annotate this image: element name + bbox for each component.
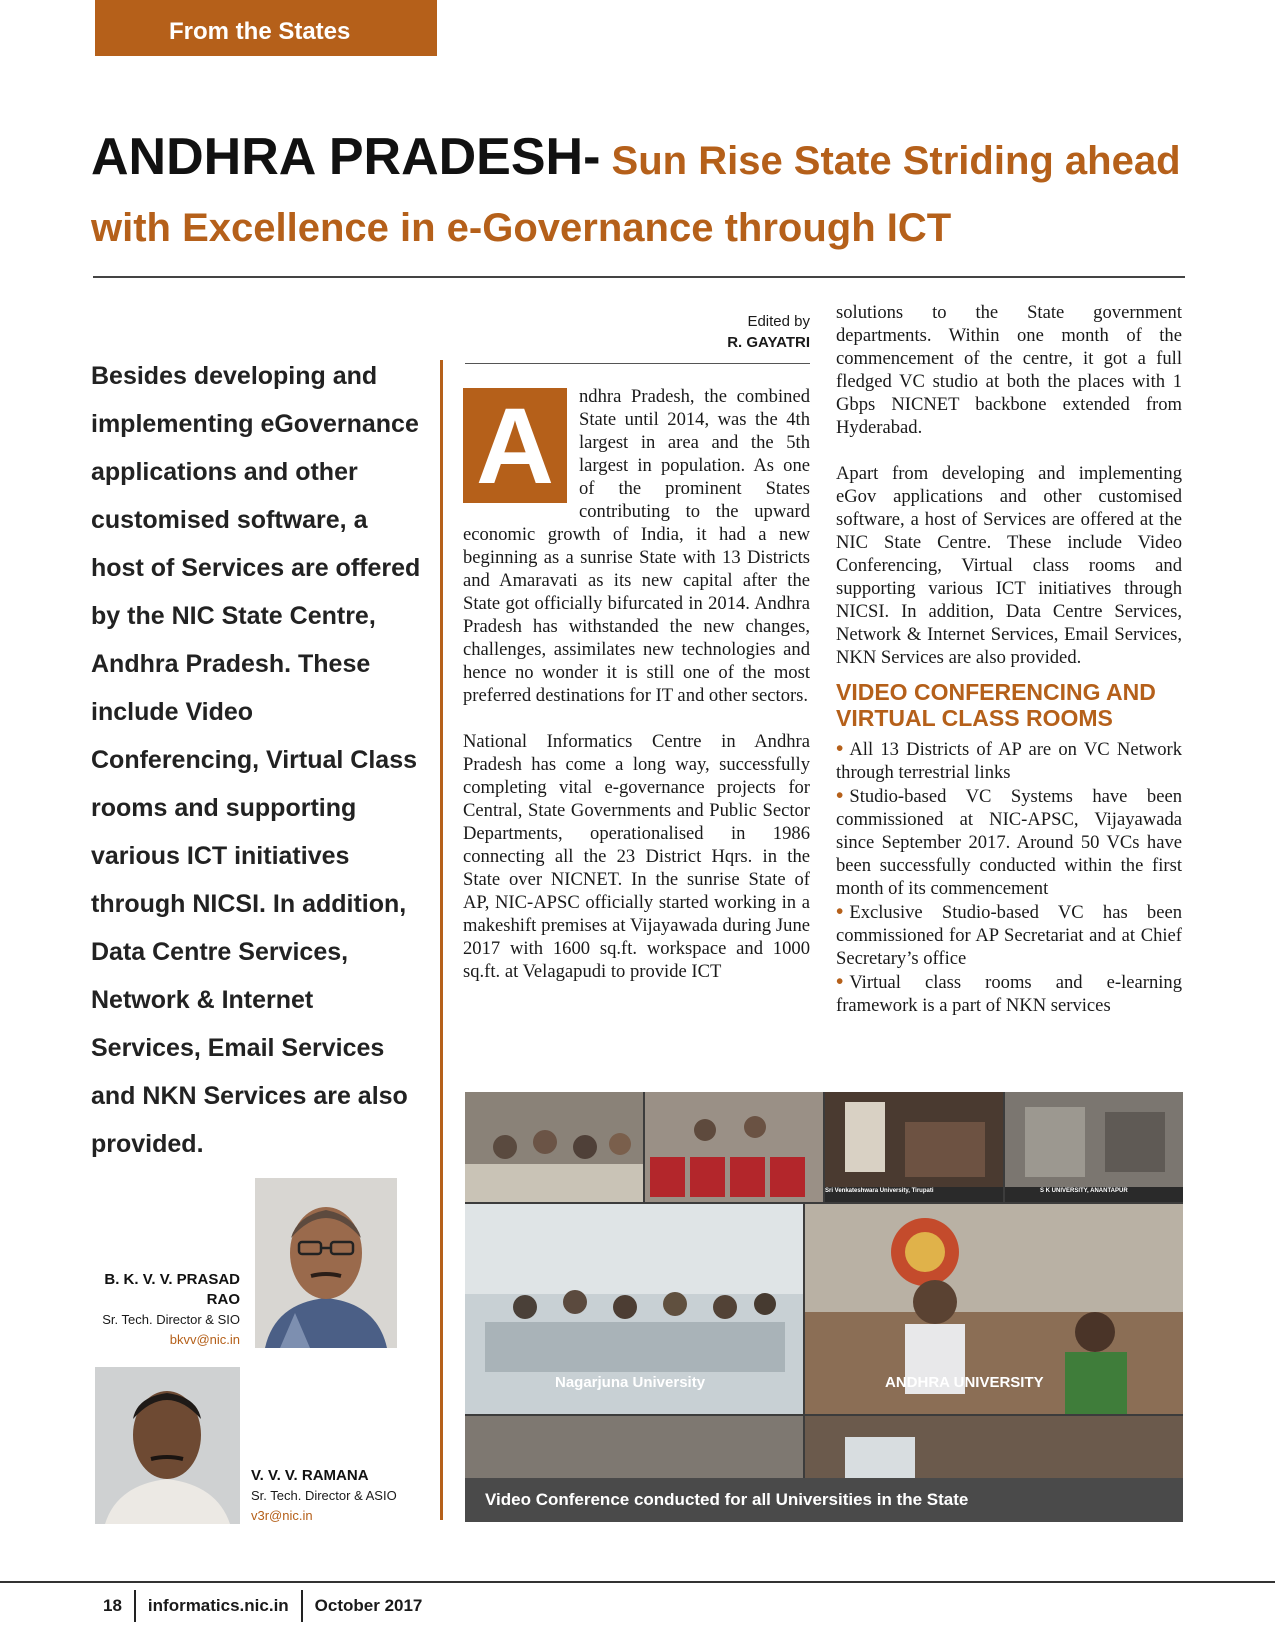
- page-number: 18: [103, 1596, 122, 1615]
- bullet-item: [836, 970, 1182, 1017]
- article-headline: [91, 128, 1191, 266]
- photo-label-nagarjuna: Nagarjuna University: [555, 1374, 706, 1391]
- article-column-right: [836, 301, 1182, 1017]
- section-heading: VIDEO CONFERENCING AND VIRTUAL CLASS ROOMS: [836, 679, 1156, 731]
- author-email: v3r@nic.in: [251, 1508, 313, 1523]
- photo-label-andhra: ANDHRA UNIVERSITY: [885, 1374, 1044, 1391]
- editor-credit: [640, 311, 810, 353]
- headline-sub: Sun Rise State Striding ahead with Excellence in e-Governance through ICT: [91, 139, 1181, 250]
- footer-separator: [134, 1590, 136, 1622]
- author-card-ramana: [251, 1466, 431, 1526]
- footer-separator: [301, 1590, 303, 1622]
- bullet-item: [836, 737, 1182, 784]
- article-paragraph-2-continued: solutions to the State government departments. Within one month of the commencement of the centre, it got a full fledged VC studio at both the places with 1 Gbps NICNET backbone extended from Hyderabad.: [836, 302, 1182, 438]
- bullet-dot-icon: •: [836, 783, 844, 807]
- bullet-dot-icon: •: [836, 969, 844, 993]
- author-portrait-image: [255, 1178, 397, 1348]
- author-card-prasad: [95, 1270, 240, 1350]
- bullet-dot-icon: •: [836, 736, 844, 760]
- author-email: bkvv@nic.in: [169, 1332, 240, 1347]
- bullet-text: All 13 Districts of AP are on VC Network through terrestrial links: [836, 739, 1182, 783]
- bullet-dot-icon: •: [836, 899, 844, 923]
- author-photo-prasad: [255, 1178, 397, 1348]
- headline-main: ANDHRA PRADESH-: [91, 128, 601, 186]
- headline-divider: [93, 276, 1185, 278]
- author-name: B. K. V. V. PRASAD RAO: [104, 1271, 240, 1308]
- author-portrait-image: [95, 1367, 240, 1524]
- section-tab: [95, 0, 437, 56]
- pull-quote: Besides developing and implementing eGovernance applications and other customised software, a host of Services are offered by the NIC State Centre, Andhra Pradesh. These include Video Conferencing, Virtual Class rooms and supporting various ICT initiatives through NICSI. In addition, Data Centre Services, Network & Internet Services, Email Services and NKN Services are also provided.: [91, 362, 421, 1158]
- bullet-text: Studio-based VC Systems have been commissioned at NIC-APSC, Vijayawada since September 2017. Around 50 VCs have been successfully conducted within the first month of its commencement: [836, 786, 1182, 899]
- article-paragraph-3: Apart from developing and implementing eGov applications and other customised software, a host of Services are offered at the NIC State Centre. These include Video Conferencing, Virtual class rooms and supporting various ICT initiatives through NICSI. In addition, Data Centre Services, Network & Internet Services, Email Services, NKN Services are also provided.: [836, 463, 1182, 668]
- column-divider: [440, 360, 443, 1520]
- article-paragraph-1: [463, 385, 810, 707]
- footer-site: informatics.nic.in: [147, 1596, 289, 1615]
- photo-label-sku: S K UNIVERSITY, ANANTAPUR: [1040, 1188, 1128, 1194]
- editor-divider: [465, 363, 810, 364]
- editor-name: R. GAYATRI: [727, 334, 810, 351]
- photo-label-svu: Sri Venkateshwara University, Tirupati: [825, 1188, 934, 1194]
- video-conference-photo: [465, 1092, 1183, 1522]
- photo-caption-bar: [465, 1478, 1183, 1522]
- editor-label: Edited by: [747, 313, 810, 330]
- page-footer: [103, 1590, 422, 1622]
- author-name: V. V. V. RAMANA: [251, 1467, 369, 1484]
- bullet-item: [836, 900, 1182, 970]
- photo-caption: Video Conference conducted for all Universities in the State: [485, 1490, 969, 1509]
- section-tab-label: From the States: [169, 18, 351, 45]
- article-paragraph-1-text: ndhra Pradesh, the combined State until 2014, was the 4th largest in area and the 5th largest in population. As one of the prominent States contributing to the upward economic growth of India, it had a new beginning as a sunrise State with 13 Districts and Amaravati as its new capital after the State got officially bifurcated in 2014. Andhra Pradesh has withstanded the new changes, challenges, assimilates new technologies and hence no wonder it is still one of the most preferred destinations for IT and other sectors.: [463, 386, 810, 706]
- footer-divider: [0, 1581, 1275, 1583]
- author-title: Sr. Tech. Director & SIO: [102, 1312, 240, 1327]
- author-photo-ramana: [95, 1367, 240, 1524]
- author-title: Sr. Tech. Director & ASIO: [251, 1488, 397, 1503]
- article-paragraph-2: National Informatics Centre in Andhra Pradesh has come a long way, successfully completing vital e-governance projects for Central, State Governments and Public Sector Departments, operationalised in 1986 connecting all the 23 District Hqrs. in the State over NICNET. In the sunrise State of AP, NIC-APSC officially started working in a makeshift premises at Vijayawada during June 2017 with 1600 sq.ft. workspace and 1000 sq.ft. at Velagapudi to provide ICT: [463, 731, 810, 982]
- article-column-middle: [463, 385, 810, 983]
- bullet-text: Exclusive Studio-based VC has been commissioned for AP Secretariat and at Chief Secretary’s office: [836, 902, 1182, 969]
- footer-date: October 2017: [314, 1596, 423, 1615]
- bullet-text: Virtual class rooms and e-learning framework is a part of NKN services: [836, 972, 1182, 1016]
- bullet-item: [836, 784, 1182, 900]
- drop-cap: A: [463, 388, 567, 503]
- photo-collage-image: [465, 1092, 1183, 1522]
